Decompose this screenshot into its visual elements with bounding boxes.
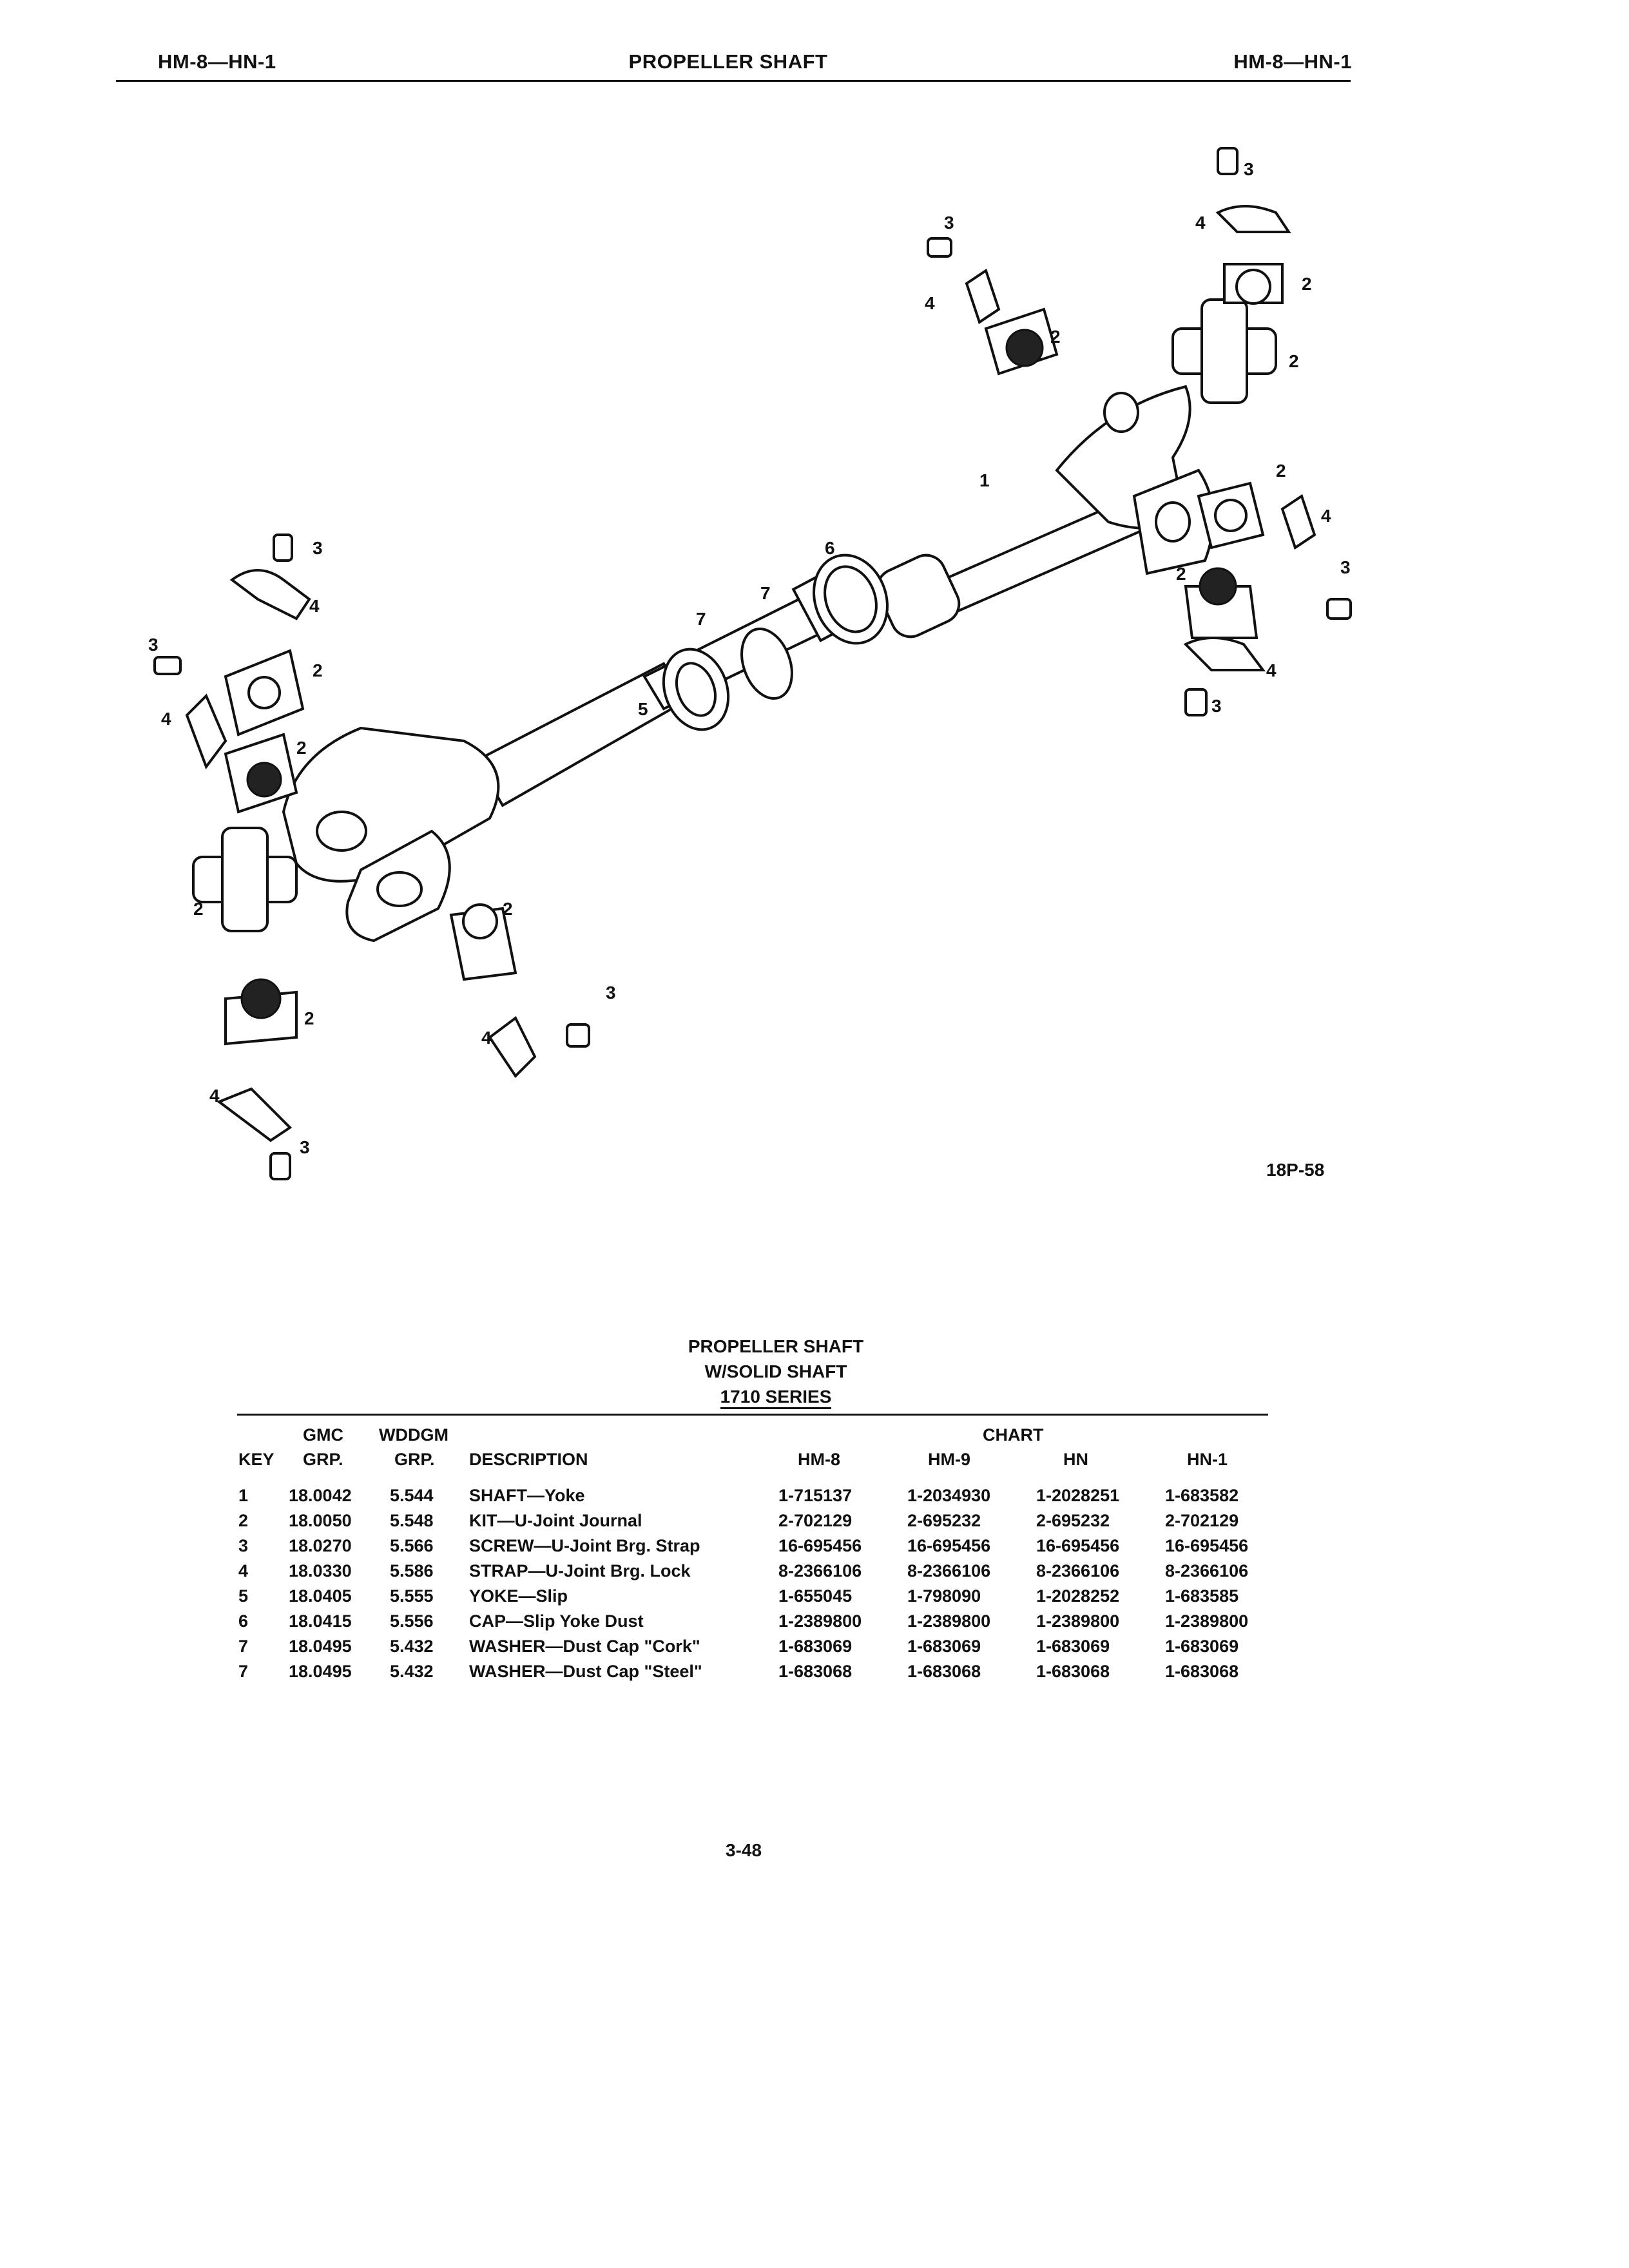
table-row [0,1586,1629,1611]
col-key: KEY [238,1450,275,1469]
header-title: PROPELLER SHAFT [628,50,828,73]
row-hn: 8-2366106 [1036,1561,1120,1581]
callout-2c: 2 [193,899,204,919]
row-gmc: 18.0405 [289,1586,352,1606]
dust-cap-illustration [802,544,899,653]
callout-2i: 2 [1276,461,1286,481]
row-hm9: 16-695456 [907,1536,991,1555]
row-hm9: 1-683069 [907,1637,981,1656]
col-gmc-top: GMC [303,1425,343,1445]
col-hn: HN [1063,1450,1088,1469]
callout-3e: 3 [944,213,954,233]
row-hn: 1-2028251 [1036,1486,1120,1505]
callout-4b: 4 [161,709,171,729]
table-row [0,1536,1629,1561]
row-gmc: 18.0495 [289,1662,352,1681]
callout-4c: 4 [481,1028,492,1048]
row-hn: 16-695456 [1036,1536,1120,1555]
row-gmc: 18.0415 [289,1611,352,1631]
callout-1: 1 [979,470,990,490]
row-hm8: 1-2389800 [778,1611,862,1631]
row-hn1: 1-683582 [1165,1486,1239,1505]
col-wddgm-top: WDDGM [379,1425,448,1445]
row-key: 6 [238,1611,249,1631]
row-description: CAP—Slip Yoke Dust [469,1611,644,1631]
row-gmc: 18.0495 [289,1637,352,1656]
row-hn1: 1-2389800 [1165,1611,1249,1631]
callout-2g: 2 [1302,274,1312,294]
callout-2h: 2 [1289,351,1299,371]
callout-2f: 2 [1050,327,1061,347]
col-wddgm: GRP. [394,1450,435,1469]
row-description: KIT—U-Joint Journal [469,1511,642,1530]
row-wddgm: 5.555 [390,1586,434,1606]
table-title-line-1: PROPELLER SHAFT [688,1336,864,1356]
row-hn: 2-695232 [1036,1511,1110,1530]
row-hm8: 8-2366106 [778,1561,862,1581]
header-left-model: HM-8—HN-1 [158,50,276,73]
yoke-shaft-illustration [871,387,1213,643]
col-description: DESCRIPTION [469,1450,588,1469]
callout-4h: 4 [1266,660,1277,680]
row-key: 7 [238,1637,249,1656]
table-row [0,1662,1629,1686]
row-wddgm: 5.566 [390,1536,434,1555]
row-description: SCREW—U-Joint Brg. Strap [469,1536,700,1555]
row-wddgm: 5.544 [390,1486,434,1505]
row-wddgm: 5.432 [390,1637,434,1656]
table-row [0,1611,1629,1636]
callout-4e: 4 [925,293,935,313]
row-hm9: 2-695232 [907,1511,981,1530]
row-wddgm: 5.432 [390,1662,434,1681]
callout-4d: 4 [209,1086,220,1106]
row-hm8: 1-683069 [778,1637,853,1656]
header-rule [116,80,1351,82]
callout-3h: 3 [1211,696,1222,716]
row-hn1: 16-695456 [1165,1536,1249,1555]
row-gmc: 18.0330 [289,1561,352,1581]
row-hm9: 8-2366106 [907,1561,991,1581]
col-hm9: HM-9 [928,1450,970,1469]
callout-3b: 3 [148,635,159,655]
table-row [0,1561,1629,1586]
row-hm8: 1-655045 [778,1586,853,1606]
row-hm8: 2-702129 [778,1511,853,1530]
table-top-rule [237,1414,1268,1416]
row-wddgm: 5.586 [390,1561,434,1581]
callout-2d: 2 [503,899,513,919]
row-hn1: 1-683585 [1165,1586,1239,1606]
row-description: WASHER—Dust Cap "Cork" [469,1637,700,1656]
row-gmc: 18.0042 [289,1486,352,1505]
figure-code: 18P-58 [1266,1160,1325,1180]
row-hn1: 1-683069 [1165,1637,1239,1656]
row-hn1: 2-702129 [1165,1511,1239,1530]
col-hn1: HN-1 [1187,1450,1228,1469]
row-hn: 1-2389800 [1036,1611,1120,1631]
row-hm8: 1-683068 [778,1662,853,1681]
col-gmc: GRP. [303,1450,343,1469]
callout-4: 4 [309,596,320,616]
row-wddgm: 5.556 [390,1611,434,1631]
header-right-model: HM-8—HN-1 [1233,50,1352,73]
row-wddgm: 5.548 [390,1511,434,1530]
row-hm9: 1-798090 [907,1586,981,1606]
table-title-line-3 [0,1387,1552,1407]
callout-3: 3 [313,538,323,558]
row-hm9: 1-683068 [907,1662,981,1681]
callout-3f: 3 [1244,159,1254,179]
row-key: 7 [238,1662,249,1681]
callout-3g: 3 [1340,557,1351,577]
table-row [0,1486,1629,1510]
row-key: 1 [238,1486,249,1505]
row-gmc: 18.0270 [289,1536,352,1555]
callout-6: 6 [825,538,835,558]
callout-2b: 2 [296,738,307,758]
row-hn: 1-683069 [1036,1637,1110,1656]
page-number: 3-48 [725,1840,762,1860]
row-description: SHAFT—Yoke [469,1486,585,1505]
callout-4f: 4 [1195,213,1206,233]
row-gmc: 18.0050 [289,1511,352,1530]
callout-3c: 3 [606,983,616,1003]
exploded-view-illustration [129,110,1392,1205]
table-row [0,1511,1629,1535]
row-key: 4 [238,1561,249,1581]
callout-7b: 7 [696,609,706,629]
table-row [0,1637,1629,1661]
col-chart-label: CHART [983,1425,1044,1445]
col-hm8: HM-8 [798,1450,840,1469]
callout-4g: 4 [1321,506,1331,526]
callout-5: 5 [638,699,648,719]
row-hn: 1-683068 [1036,1662,1110,1681]
callout-7a: 7 [760,583,771,603]
row-hn: 1-2028252 [1036,1586,1120,1606]
row-hm8: 16-695456 [778,1536,862,1555]
table-title-line-2: W/SOLID SHAFT [704,1361,847,1381]
row-hm9: 1-2034930 [907,1486,991,1505]
row-hm9: 1-2389800 [907,1611,991,1631]
callout-2e: 2 [304,1008,314,1028]
row-hn1: 1-683068 [1165,1662,1239,1681]
callout-3d: 3 [300,1137,310,1157]
row-key: 3 [238,1536,249,1555]
row-key: 5 [238,1586,249,1606]
row-description: YOKE—Slip [469,1586,568,1606]
callout-2: 2 [313,660,323,680]
row-description: WASHER—Dust Cap "Steel" [469,1662,702,1681]
row-description: STRAP—U-Joint Brg. Lock [469,1561,691,1581]
table-series-label: 1710 SERIES [720,1387,832,1409]
row-hm8: 1-715137 [778,1486,853,1505]
row-key: 2 [238,1511,249,1530]
row-hn1: 8-2366106 [1165,1561,1249,1581]
callout-2j: 2 [1176,564,1186,584]
